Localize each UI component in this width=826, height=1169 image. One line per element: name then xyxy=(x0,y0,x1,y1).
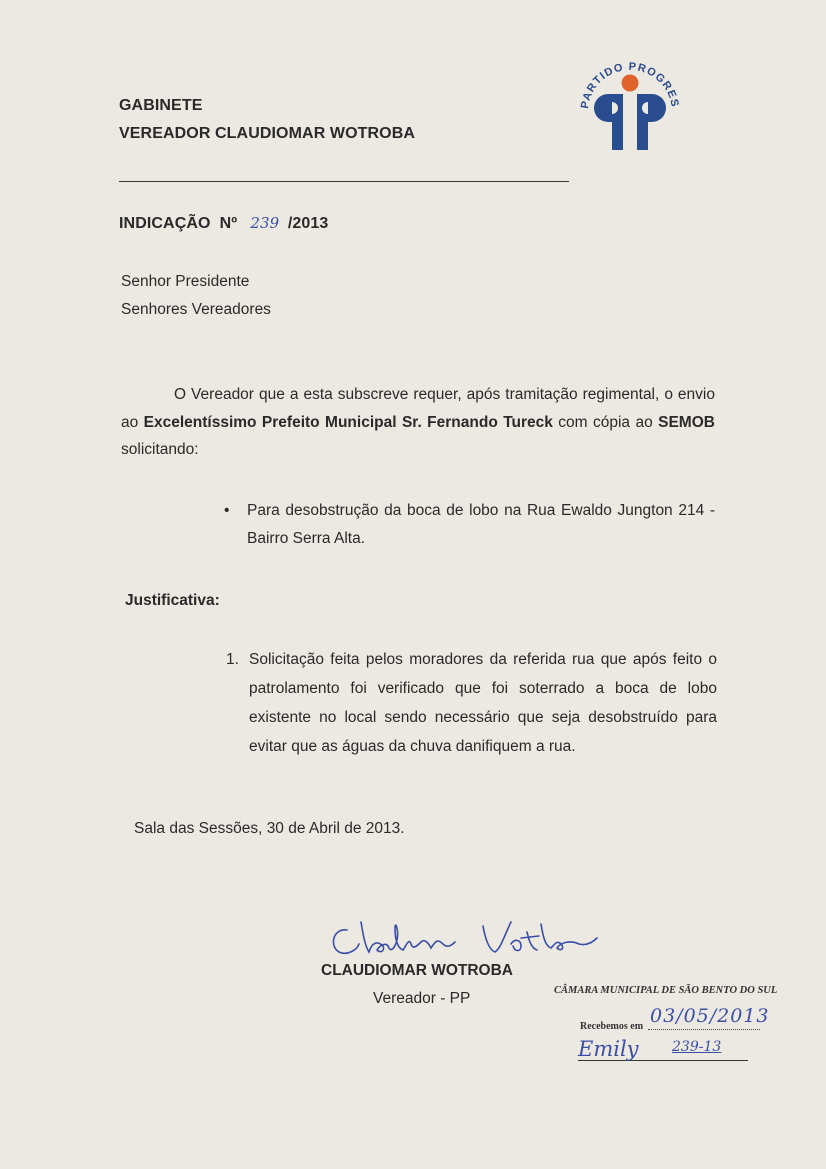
bullet-item: Para desobstrução da boca de lobo na Rua Ewaldo Jungton 214 - Bairro Serra Alta. xyxy=(247,502,715,547)
handwritten-signature xyxy=(325,908,605,968)
stamp-protocol-number: 239-13 xyxy=(672,1039,722,1055)
indicacao-line xyxy=(119,214,328,233)
justificativa-item-number: 1. xyxy=(226,651,239,668)
protocol-stamp xyxy=(554,985,794,1085)
signature-role: Vereador - PP xyxy=(373,990,471,1007)
request-text-1: O Vereador que a esta subscreve requer, após tramitação regimental, o envio ao xyxy=(121,386,715,431)
request-semob: SEMOB xyxy=(658,413,715,431)
request-text-3: solicitando: xyxy=(121,441,199,458)
stamp-received-label: Recebemos em xyxy=(580,1021,644,1032)
salutation-presidente: Senhor Presidente xyxy=(121,273,250,290)
stamp-title: CÂMARA MUNICIPAL DE SÃO BENTO DO SUL xyxy=(554,985,778,996)
logo-arc-text: PARTIDO PROGRES xyxy=(579,60,681,110)
bullet-marker: • xyxy=(224,502,230,519)
indicacao-year: /2013 xyxy=(287,215,329,232)
stamp-received-date: 03/05/2013 xyxy=(650,1005,770,1027)
header-divider xyxy=(119,181,569,182)
indicacao-number: 239 xyxy=(250,214,280,232)
closing-line: Sala das Sessões, 30 de Abril de 2013. xyxy=(134,820,405,837)
signature-name: CLAUDIOMAR WOTROBA xyxy=(321,962,514,979)
justificativa-title: Justificativa: xyxy=(125,592,220,609)
header-gabinete: GABINETE xyxy=(119,97,203,114)
request-prefeito: Excelentíssimo Prefeito Municipal Sr. Fernando Tureck xyxy=(143,413,553,431)
request-paragraph xyxy=(121,381,715,464)
pp-logo-icon xyxy=(570,50,690,165)
header-vereador: VEREADOR CLAUDIOMAR WOTROBA xyxy=(119,125,416,142)
salutation-vereadores: Senhores Vereadores xyxy=(121,301,271,318)
request-text-2: com cópia ao xyxy=(552,413,659,431)
justificativa-item-text: Solicitação feita pelos moradores da referida rua que após feito o patrolamento foi verificado que foi soterrado a boca de lobo existente no local sendo necessário que seja desobstruído para evitar que as águas da chuva danifiquem a rua. xyxy=(249,651,717,755)
partido-progressista-logo xyxy=(570,50,690,165)
indicacao-label: INDICAÇÃO Nº xyxy=(119,215,238,232)
stamp-date-line xyxy=(648,1029,760,1030)
stamp-clerk-signature: Emily xyxy=(578,1037,639,1061)
signature-icon xyxy=(325,908,605,968)
